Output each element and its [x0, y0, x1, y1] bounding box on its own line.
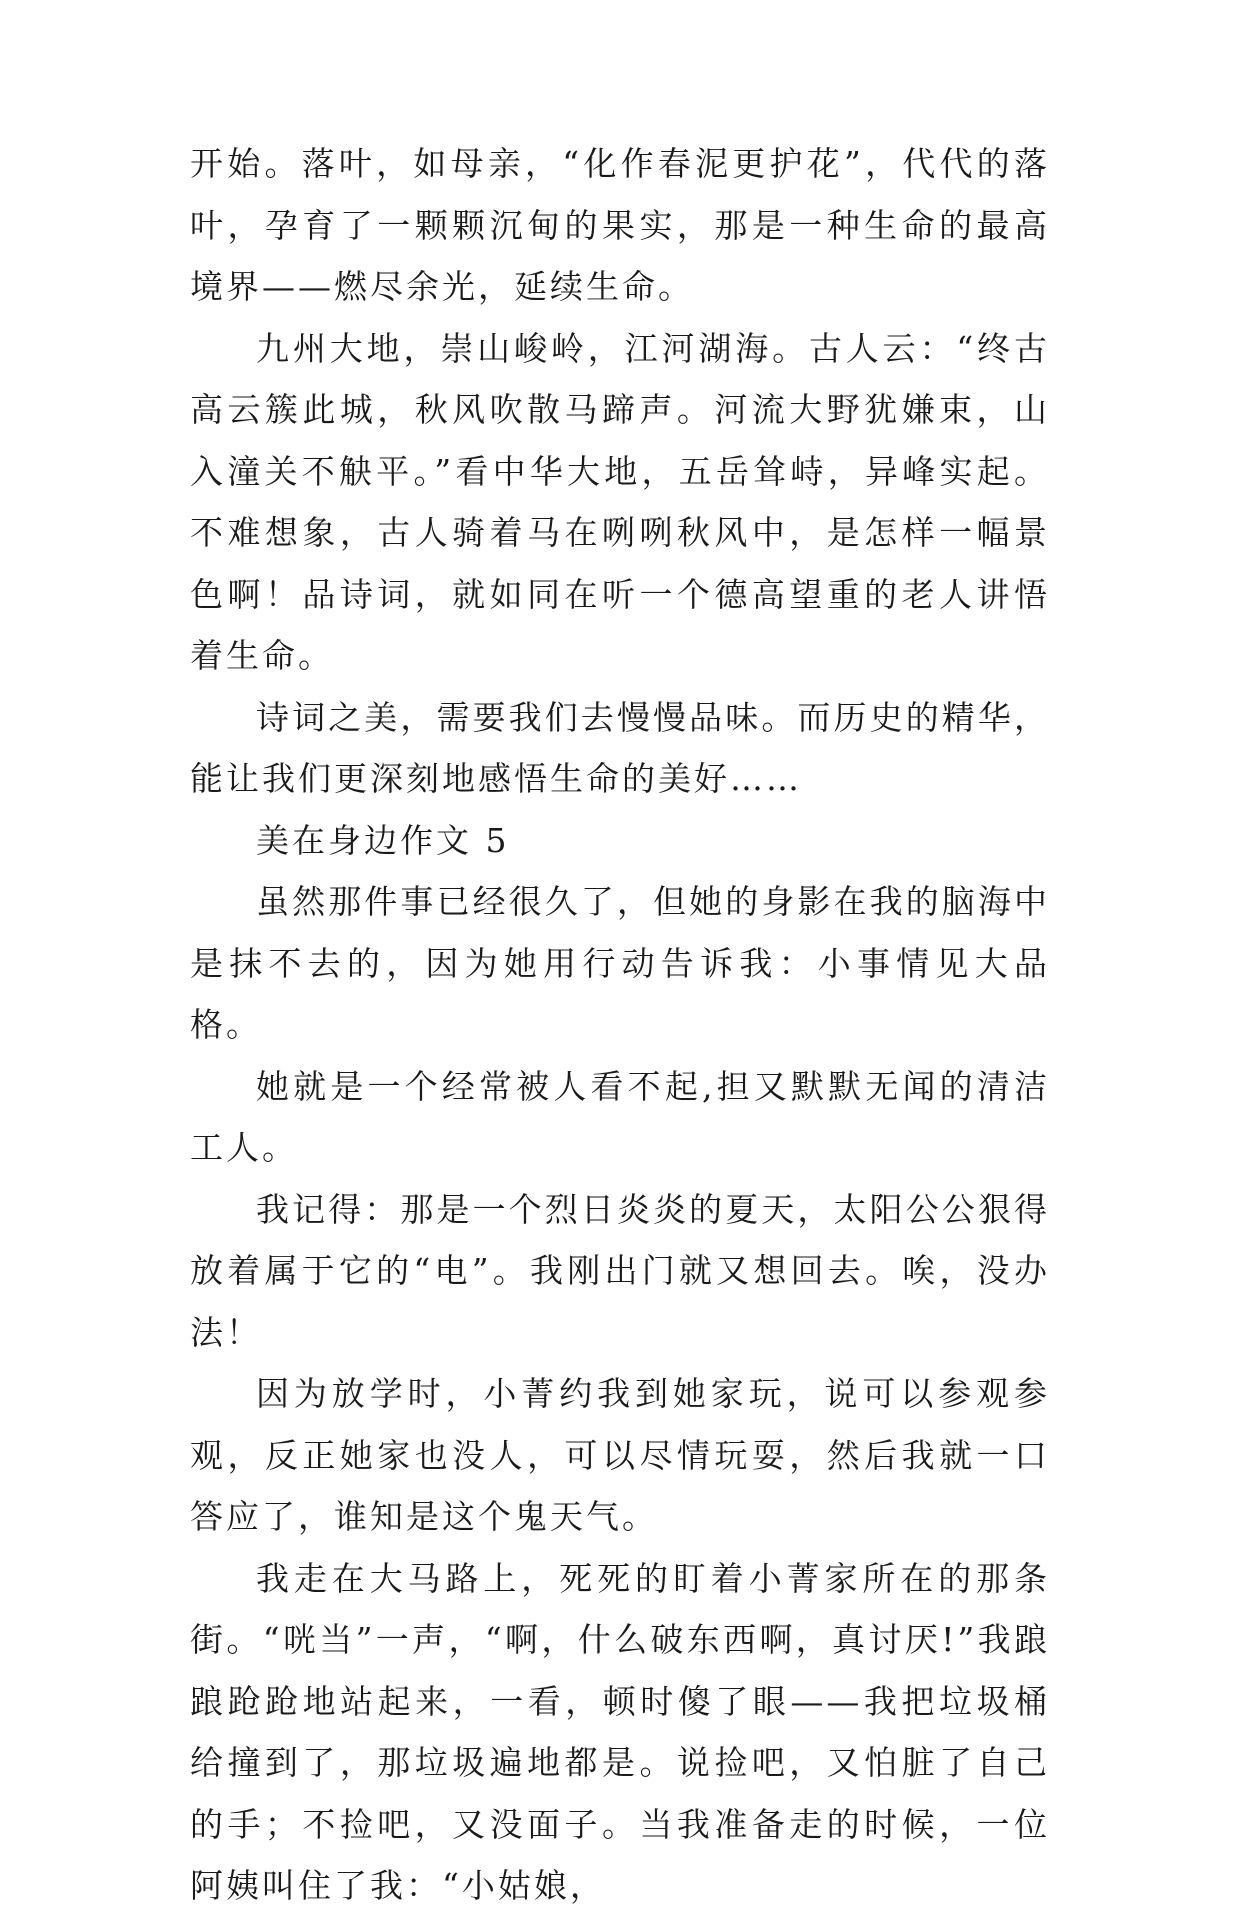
paragraph-china-landscape: 九州大地，崇山峻岭，江河湖海。古人云：“终古高云簇此城，秋风吹散马蹄声。河流大野犹嫌束，山入潼关不觖平。”看中华大地，五岳耸峙，异峰实起。不难想象，古人骑着马在咧咧秋风中，是怎样一幅景色啊！品诗词，就如同在听一个德高望重的老人讲悟着生命。 — [190, 328, 1050, 675]
essay-title: 美在身边作文 5 — [256, 820, 510, 860]
paragraph-poetry-beauty: 诗词之美，需要我们去慢慢品味。而历史的精华，能让我们更深刻地感悟生命的美好…… — [190, 697, 1050, 798]
paragraph-invitation: 因为放学时，小菁约我到她家玩，说可以参观参观，反正她家也没人，可以尽情玩耍，然后我就一口答应了，谁知是这个鬼天气。 — [190, 1374, 1050, 1536]
document-body — [190, 133, 1050, 1917]
paragraph-cleaner: 她就是一个经常被人看不起,担又默默无闻的清洁工人。 — [190, 1066, 1050, 1167]
paragraph-memory: 虽然那件事已经很久了，但她的身影在我的脑海中是抹不去的，因为她用行动告诉我：小事情见大品格。 — [190, 882, 1050, 1044]
paragraph-falling-leaves-ending: 开始。落叶，如母亲，“化作春泥更护花”，代代的落叶，孕育了一颗颗沉甸的果实，那是一种生命的最高境界——燃尽余光，延续生命。 — [190, 144, 1050, 306]
paragraph-hot-summer: 我记得：那是一个烈日炎炎的夏天，太阳公公狠得放着属于它的“电”。我刚出门就又想回去。唉，没办法！ — [190, 1189, 1050, 1352]
paragraph-trash-can: 我走在大马路上，死死的盯着小菁家所在的那条街。“咣当”一声，“啊，什么破东西啊，真讨厌!”我踉踉跄跄地站起来，一看，顿时傻了眼——我把垃圾桶给撞到了，那垃圾遍地都是。说捡吧，又怕脏了自己的手；不捡吧，又没面子。当我准备走的时候，一位阿姨叫住了我：“小姑娘， — [190, 1558, 1050, 1905]
